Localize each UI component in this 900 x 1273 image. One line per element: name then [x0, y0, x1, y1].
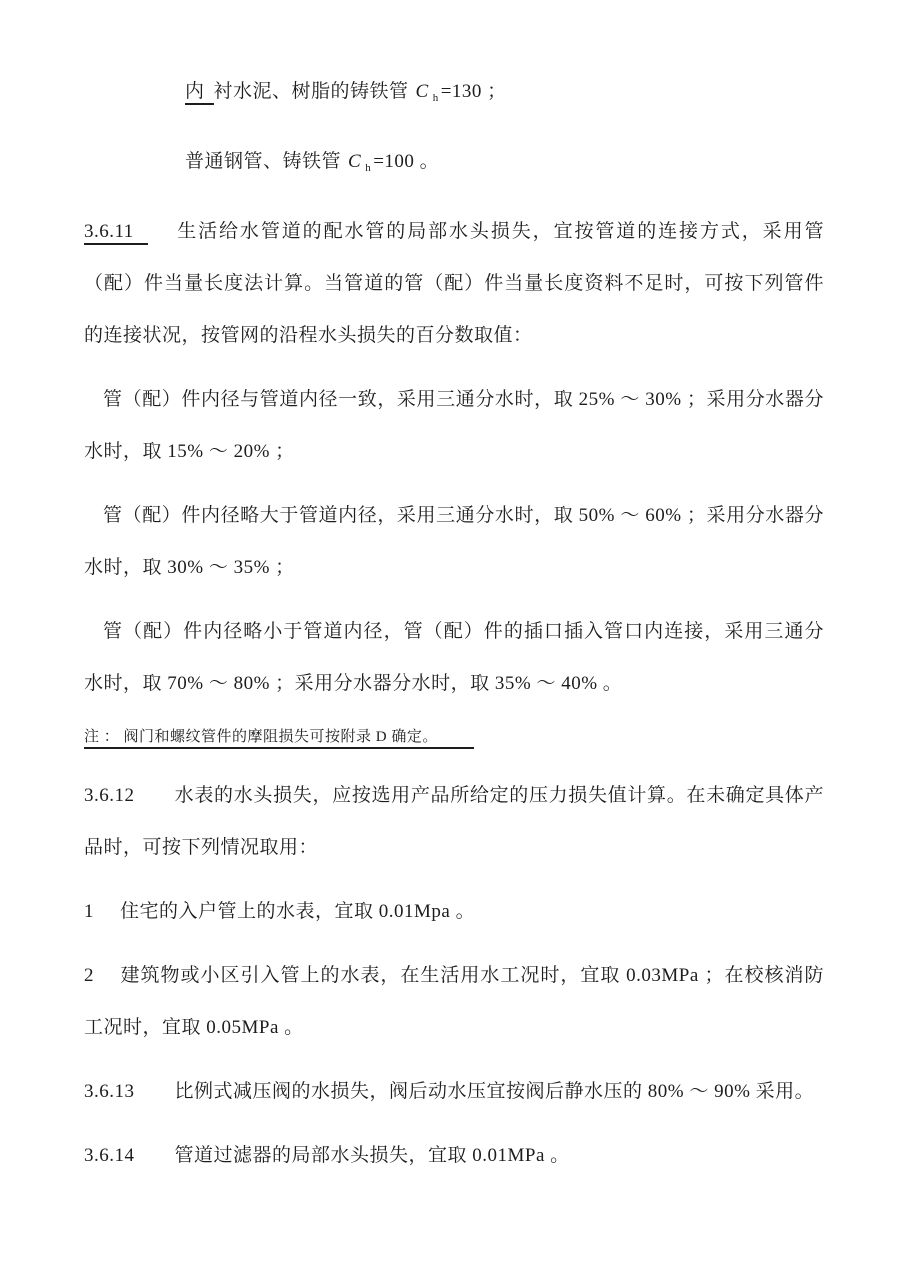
coefficient-line-lined-cast-iron [84, 66, 824, 124]
paragraph-text: 管（配）件内径略大于管道内径，采用三通分水时，取 50% ～ 60% ；采用分水器分水时，取 30% ～ 35% ； [84, 505, 824, 578]
coefficient-line-text: 普通钢管、铸铁管 [185, 151, 342, 172]
paragraph-smaller-diameter [84, 606, 824, 710]
coefficient-symbol: C [415, 81, 429, 102]
coefficient-subscript: h [432, 92, 439, 104]
clause-number: 3.6.13 [84, 1081, 135, 1102]
clause-3-6-11 [84, 206, 824, 362]
clause-body: 生活给水管道的配水管的局部水头损失，宜按管道的连接方式，采用管（配）件当量长度法计算。当管道的管（配）件当量长度资料不足时，可按下列管件的连接状况，按管网的沿程水头损失的百分数取值： [84, 221, 824, 346]
paragraph-equal-diameter [84, 374, 824, 478]
coefficient-subscript: h [365, 162, 372, 174]
coefficient-value: =130 ； [440, 81, 507, 102]
clause-body: 比例式减压阀的水损失，阀后动水压宜按阀后静水压的 80% ～ 90% 采用。 [174, 1081, 815, 1102]
coefficient-symbol: C [348, 151, 362, 172]
clause-3-6-13 [84, 1066, 824, 1118]
list-item-body: 住宅的入户管上的水表，宜取 0.01Mpa 。 [120, 901, 476, 922]
coefficient-line-text: 衬水泥、树脂的铸铁管 [213, 81, 409, 102]
clause-number: 3.6.14 [84, 1145, 135, 1166]
paragraph-larger-diameter [84, 490, 824, 594]
list-item-number: 2 [84, 965, 94, 986]
note-line [84, 722, 824, 752]
paragraph-text: 管（配）件内径略小于管道内径，管（配）件的插口插入管口内连接，采用三通分水时，取 70% ～ 80% ；采用分水器分水时，取 35% ～ 40% 。 [84, 621, 824, 694]
paragraph-text: 管（配）件内径与管道内径一致，采用三通分水时，取 25% ～ 30% ；采用分水器分水时，取 15% ～ 20% ； [84, 389, 824, 462]
list-item-1 [84, 886, 824, 938]
clause-number: 3.6.12 [84, 785, 135, 806]
list-item-number: 1 [84, 901, 94, 922]
list-item-body: 建筑物或小区引入管上的水表，在生活用水工况时，宜取 0.03MPa ；在校核消防工况时，宜取 0.05MPa 。 [84, 965, 824, 1038]
underlined-char: 内 [185, 81, 214, 105]
clause-3-6-12 [84, 770, 824, 874]
clause-body: 水表的水头损失，应按选用产品所给定的压力损失值计算。在未确定具体产品时，可按下列情况取用： [84, 785, 824, 858]
clause-body: 管道过滤器的局部水头损失，宜取 0.01MPa 。 [174, 1145, 570, 1166]
clause-3-6-14 [84, 1130, 824, 1182]
coefficient-value: =100 。 [373, 151, 440, 172]
coefficient-line-ordinary-steel [84, 136, 824, 194]
list-item-2 [84, 950, 824, 1054]
clause-number-underlined: 3.6.11 [84, 221, 148, 245]
note-text-underlined: 注 ： 阀门和螺纹管件的摩阻损失可按附录 D 确定。 [84, 729, 474, 749]
